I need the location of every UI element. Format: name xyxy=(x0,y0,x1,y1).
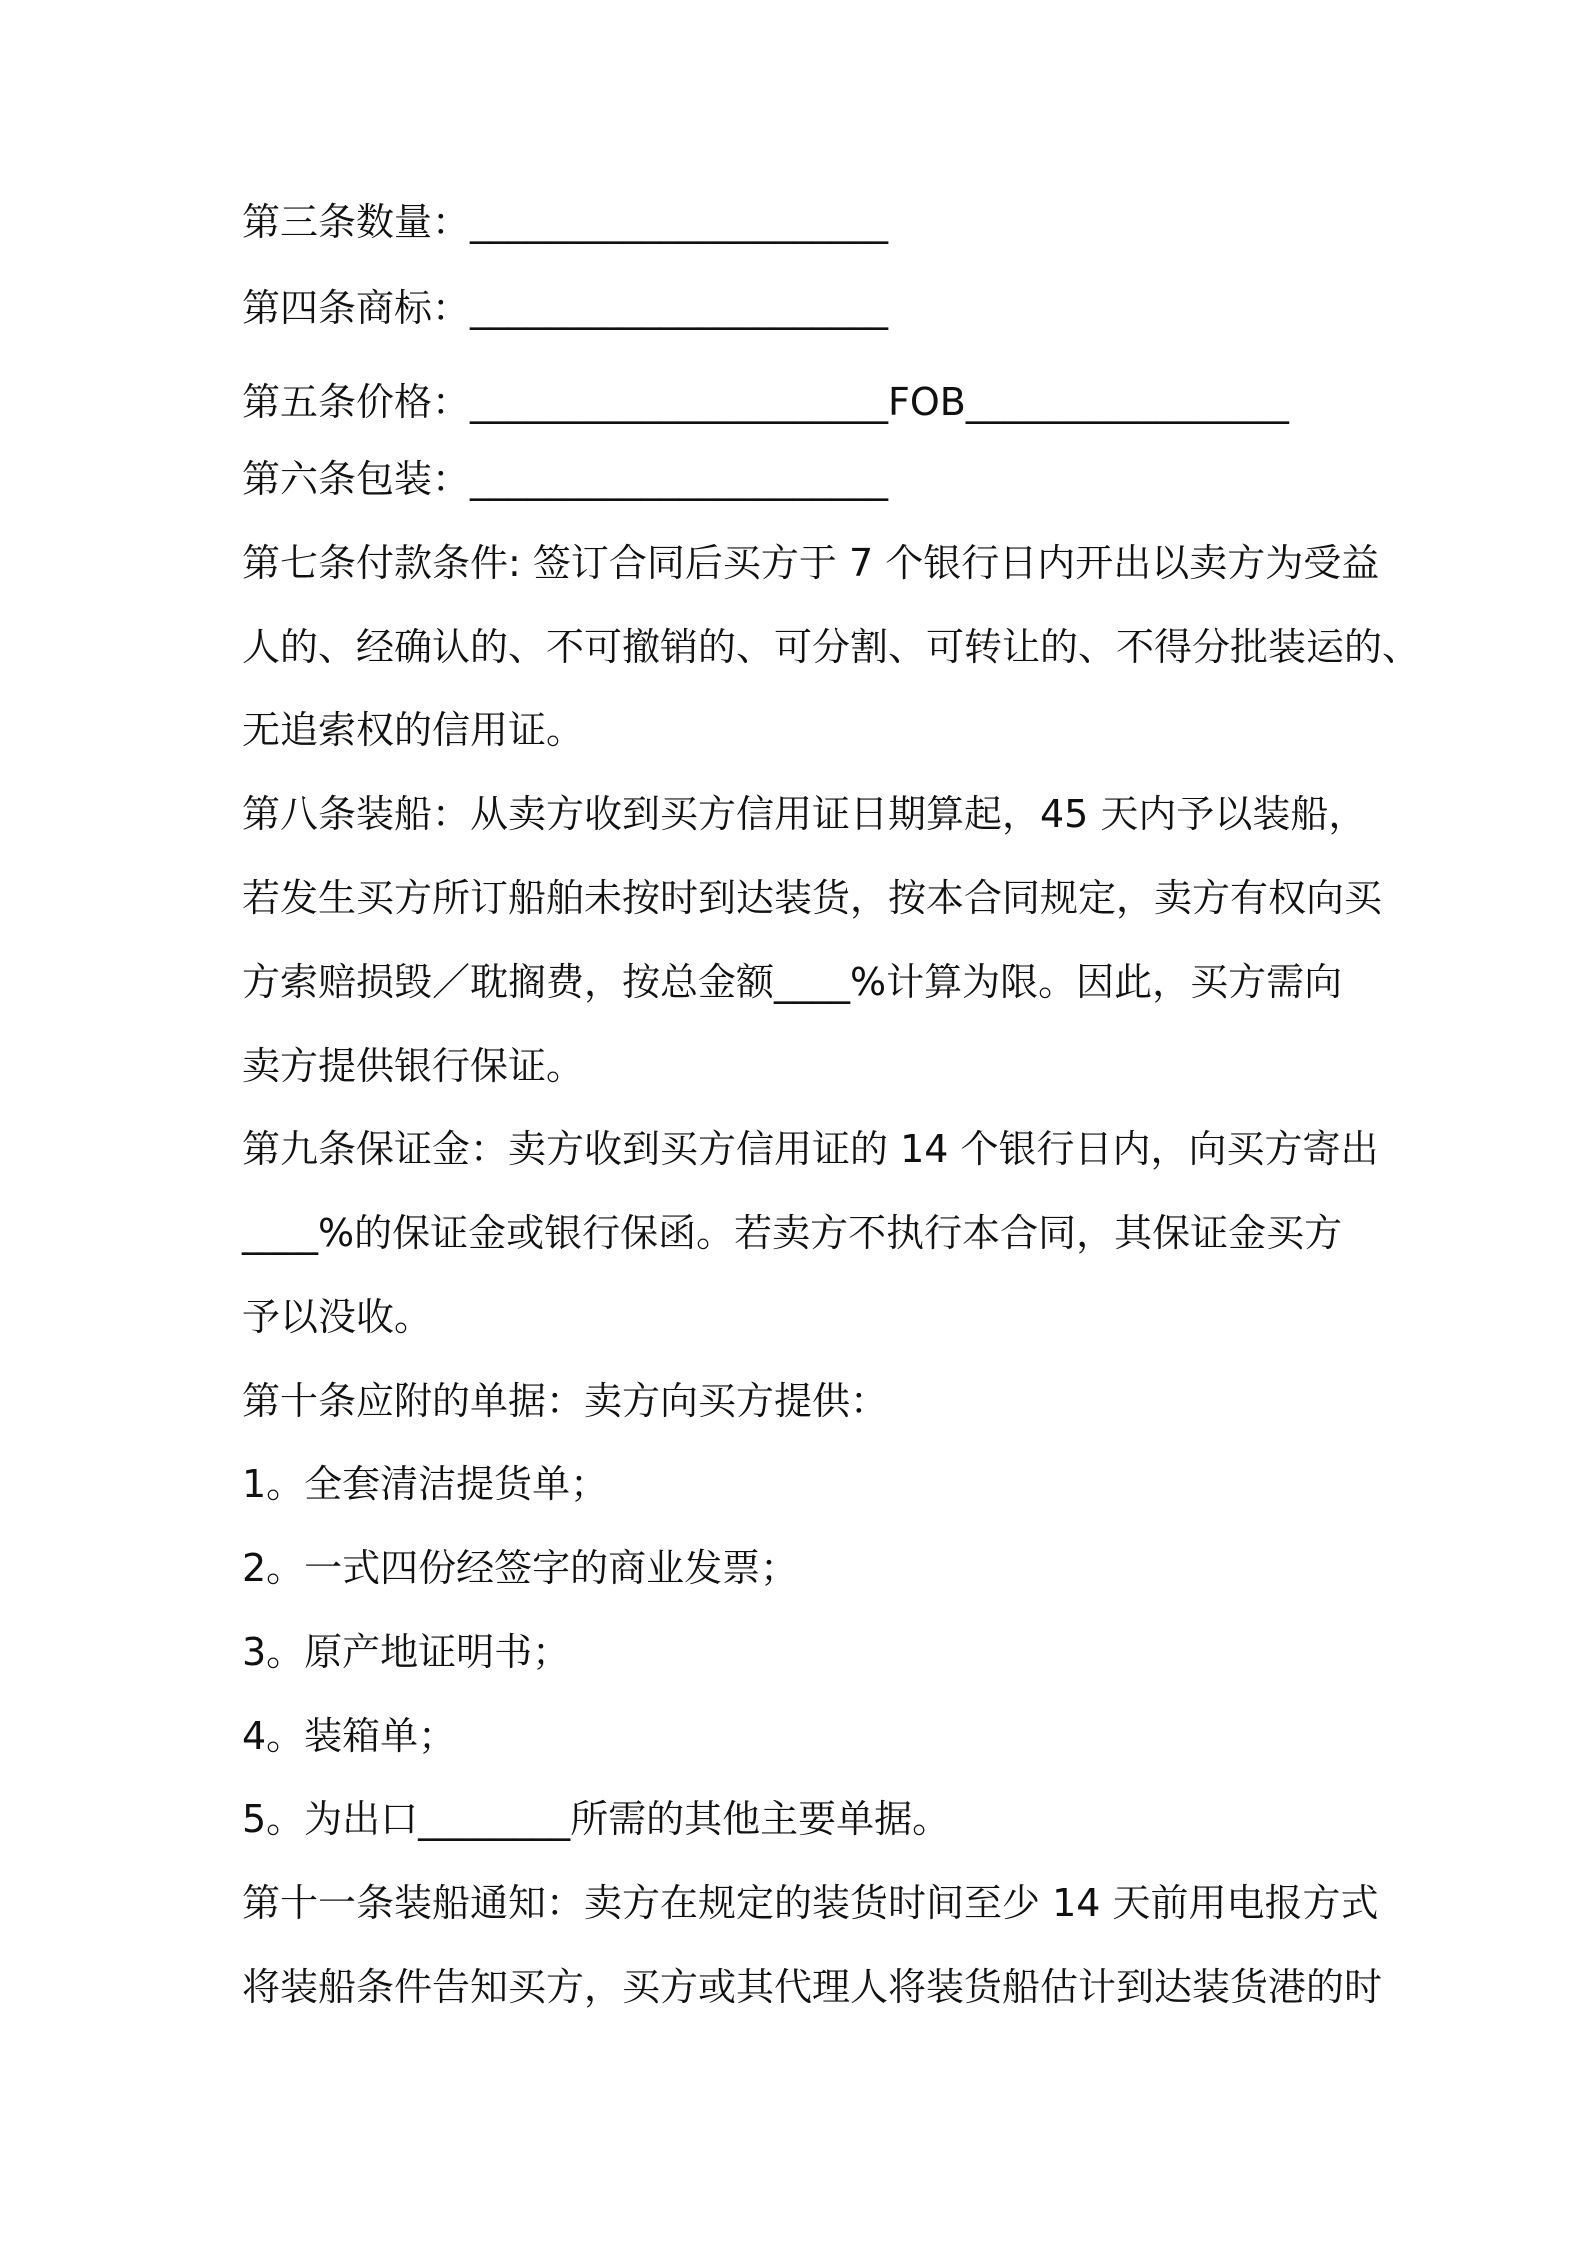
clause-10-documents-heading: 第十条应附的单据：卖方向买方提供： xyxy=(242,1379,889,1423)
clause-11-shipping-notice-line-2: 将装船条件告知买方，买方或其代理人将装货船估计到达装货港的时 xyxy=(242,1965,1383,2009)
clause-9-deposit-line-2: ____%的保证金或银行保函。若卖方不执行本合同，其保证金买方 xyxy=(242,1211,1343,1255)
clause-5-price: 第五条价格：______________________FOB_________________ xyxy=(242,380,1289,424)
document-item-1: 1。全套清洁提货单； xyxy=(242,1462,609,1506)
clause-8-shipment-line-4: 卖方提供银行保证。 xyxy=(242,1044,585,1088)
clause-8-shipment-line-1: 第八条装船：从卖方收到买方信用证日期算起，45 天内予以装船， xyxy=(242,792,1367,836)
clause-11-shipping-notice-line-1: 第十一条装船通知：卖方在规定的装货时间至少 14 天前用电报方式 xyxy=(242,1881,1379,1925)
document-item-5: 5。为出口________所需的其他主要单据。 xyxy=(242,1797,951,1841)
clause-7-payment-line-1: 第七条付款条件: 签订合同后买方于 7 个银行日内开出以卖方为受益 xyxy=(242,541,1380,585)
clause-9-deposit-line-3: 予以没收。 xyxy=(242,1295,433,1339)
clause-7-payment-line-2: 人的、经确认的、不可撤销的、可分割、可转让的、不得分批装运的、 xyxy=(242,625,1421,669)
document-item-4: 4。装箱单； xyxy=(242,1714,457,1758)
clause-8-shipment-line-3: 方索赔损毁／耽搁费，按总金额____%计算为限。因此，买方需向 xyxy=(242,960,1343,1004)
clause-8-shipment-line-2: 若发生买方所订船舶未按时到达装货，按本合同规定，卖方有权向买 xyxy=(242,876,1383,920)
document-item-3: 3。原产地证明书； xyxy=(242,1630,571,1674)
document-item-2: 2。一式四份经签字的商业发票； xyxy=(242,1546,799,1590)
clause-6-packing: 第六条包装：______________________ xyxy=(242,457,889,501)
clause-7-payment-line-3: 无追索权的信用证。 xyxy=(242,708,585,752)
clause-9-deposit-line-1: 第九条保证金：卖方收到买方信用证的 14 个银行日内，向买方寄出 xyxy=(242,1127,1379,1171)
clause-4-trademark: 第四条商标：______________________ xyxy=(242,286,889,330)
clause-3-quantity: 第三条数量：______________________ xyxy=(242,200,889,244)
